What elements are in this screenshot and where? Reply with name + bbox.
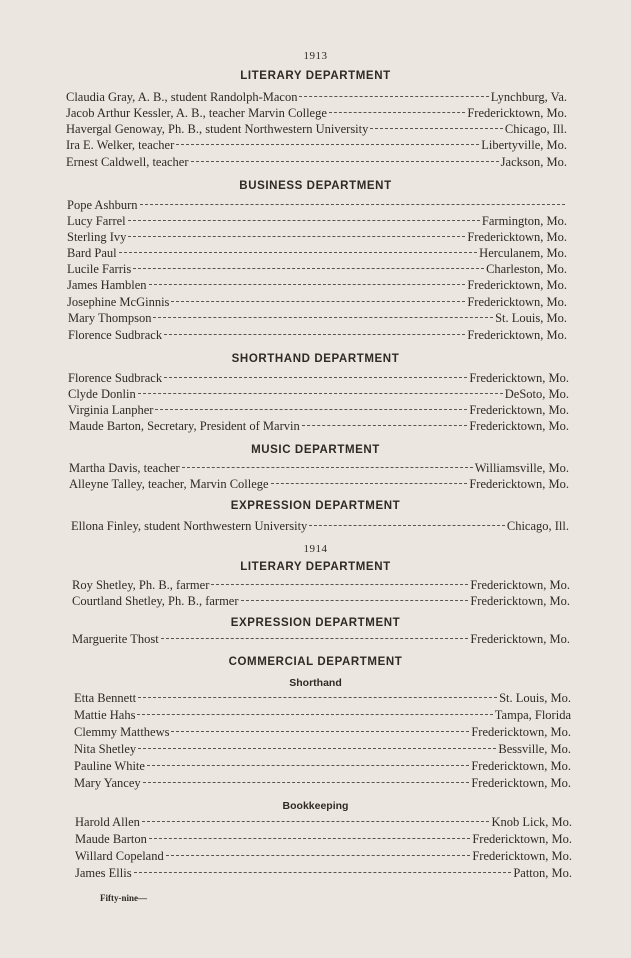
entry-place: Chicago, Ill. [506,519,569,533]
entry-name: Ellona Finley, student Northwestern University [71,519,308,533]
leader-line [137,714,492,715]
leader-line [140,204,566,205]
list-item [74,708,571,723]
list-item [68,387,569,402]
entry-place: St. Louis, Mo. [495,311,567,325]
entry-name: Ira E. Welker, teacher [66,138,175,152]
entry-name: Lucile Farris [67,262,132,276]
entry-place: Fredericktown, Mo. [469,403,569,417]
list-item [74,725,571,740]
list-item [69,477,569,492]
entry-name: Florence Sudbrack [68,371,163,385]
entry-name: Sterling Ivy [67,230,127,244]
leader-line [138,748,496,749]
entry-place: St. Louis, Mo. [499,691,571,705]
entry-name: Bard Paul [67,246,117,260]
entry-place: Williamsville, Mo. [474,461,569,475]
list-item [68,371,569,386]
entry-name: Ernest Caldwell, teacher [66,155,189,169]
list-item [72,632,570,647]
entry-place: Lynchburg, Va. [490,90,567,104]
leader-line [176,144,479,145]
leader-line [119,252,478,253]
leader-line [271,483,468,484]
section-heading: LITERARY DEPARTMENT [240,561,391,573]
list-item [74,742,571,757]
entry-place: Patton, Mo. [513,866,572,880]
entry-name: Josephine McGinnis [67,295,170,309]
entry-name: Mary Yancey [74,776,141,790]
leader-line [134,872,512,873]
list-item [66,155,567,170]
section-heading: MUSIC DEPARTMENT [251,444,380,456]
leader-line [142,821,490,822]
section-heading: COMMERCIAL DEPARTMENT [228,656,403,668]
entry-name: Courtland Shetley, Ph. B., farmer [72,594,239,608]
list-item [67,246,567,261]
leader-line [182,467,473,468]
entry-place: Bessville, Mo. [498,742,571,756]
entry-place: DeSoto, Mo. [504,387,569,401]
list-item [67,295,567,310]
page-number: Fifty-nine— [100,893,147,903]
entry-name: James Hamblen [67,278,147,292]
list-item [67,214,567,229]
list-item [75,849,572,864]
entry-name: Willard Copeland [75,849,164,863]
entry-name: Mattie Hahs [74,708,136,722]
list-item [74,759,571,774]
list-item [71,519,569,534]
section-heading: SHORTHAND DEPARTMENT [231,353,400,365]
leader-line [309,525,505,526]
list-item [67,278,567,293]
entry-place: Fredericktown, Mo. [472,849,572,863]
list-item [66,138,567,153]
entry-name: Florence Sudbrack [68,328,163,342]
list-item [67,262,567,277]
entry-place: Herculanem, Mo. [479,246,567,260]
entry-place: Farmington, Mo. [481,214,567,228]
leader-line [164,334,465,335]
entry-place: Knob Lick, Mo. [491,815,572,829]
entry-place: Fredericktown, Mo. [471,725,571,739]
entry-name: Virginia Lanpher [68,403,154,417]
list-item [74,776,571,791]
entry-name: Clemmy Matthews [74,725,170,739]
leader-line [133,268,484,269]
leader-line [370,128,502,129]
section-heading: EXPRESSION DEPARTMENT [230,500,401,512]
leader-line [138,393,503,394]
list-item [69,461,569,476]
entry-place: Charleston, Mo. [486,262,567,276]
list-item [75,866,572,881]
subsection-heading: Bookkeeping [282,800,349,812]
entry-name: Alleyne Talley, teacher, Marvin College [69,477,269,491]
entry-name: Martha Davis, teacher [69,461,180,475]
entry-place: Fredericktown, Mo. [470,594,570,608]
entry-place: Fredericktown, Mo. [472,832,572,846]
section-heading: BUSINESS DEPARTMENT [239,180,392,192]
subsection-heading: Shorthand [289,677,342,689]
list-item [69,419,569,434]
list-item [68,328,567,343]
entry-place: Tampa, Florida [494,708,571,722]
list-item [66,90,567,105]
entry-name: Roy Shetley, Ph. B., farmer [72,578,210,592]
entry-name: Etta Bennett [74,691,137,705]
leader-line [171,731,469,732]
entry-place: Fredericktown, Mo. [467,106,567,120]
leader-line [143,782,470,783]
entry-name: Nita Shetley [74,742,137,756]
list-item [67,198,567,213]
leader-line [155,409,467,410]
entry-name: Mary Thompson [68,311,152,325]
entry-place: Fredericktown, Mo. [470,578,570,592]
list-item [67,230,567,245]
entry-name: Clyde Donlin [68,387,136,401]
entry-place: Fredericktown, Mo. [467,295,567,309]
entry-place: Fredericktown, Mo. [471,776,571,790]
leader-line [329,112,465,113]
entry-name: Pope Ashburn [67,198,138,212]
leader-line [164,377,467,378]
leader-line [161,638,469,639]
list-item [75,832,572,847]
entry-place: Fredericktown, Mo. [470,632,570,646]
entry-place: Libertyville, Mo. [481,138,567,152]
leader-line [166,855,471,856]
entry-place: Fredericktown, Mo. [467,328,567,342]
list-item [68,311,567,326]
leader-line [147,765,469,766]
entry-place: Chicago, Ill. [504,122,567,136]
entry-place: Fredericktown, Mo. [467,278,567,292]
leader-line [241,600,469,601]
leader-line [149,838,471,839]
year-1913: 1913 [303,50,328,62]
leader-line [149,284,466,285]
entry-place: Fredericktown, Mo. [467,230,567,244]
entry-name: Havergal Genoway, Ph. B., student Northwestern University [66,122,369,136]
entry-place: Fredericktown, Mo. [469,419,569,433]
list-item [72,578,570,593]
leader-line [191,161,499,162]
entry-name: James Ellis [75,866,132,880]
leader-line [302,425,468,426]
leader-line [299,96,488,97]
entry-place: Fredericktown, Mo. [469,371,569,385]
leader-line [128,236,465,237]
entry-name: Maude Barton, Secretary, President of Marvin [69,419,300,433]
entry-name: Harold Allen [75,815,140,829]
leader-line [153,317,493,318]
entry-place: Fredericktown, Mo. [471,759,571,773]
leader-line [128,220,480,221]
list-item [66,122,567,137]
entry-name: Marguerite Thost [72,632,159,646]
list-item [72,594,570,609]
entry-name: Claudia Gray, A. B., student Randolph-Macon [66,90,298,104]
entry-name: Maude Barton [75,832,147,846]
leader-line [138,697,497,698]
list-item [66,106,567,121]
entry-name: Lucy Farrel [67,214,126,228]
section-heading: EXPRESSION DEPARTMENT [230,617,401,629]
entry-place: Fredericktown, Mo. [469,477,569,491]
list-item [74,691,571,706]
entry-place: Jackson, Mo. [500,155,567,169]
list-item [75,815,572,830]
leader-line [171,301,465,302]
entry-name: Jacob Arthur Kessler, A. B., teacher Marvin College [66,106,327,120]
year-1914: 1914 [303,543,328,555]
leader-line [211,584,468,585]
entry-name: Pauline White [74,759,145,773]
section-heading: LITERARY DEPARTMENT [240,70,391,82]
list-item [68,403,569,418]
